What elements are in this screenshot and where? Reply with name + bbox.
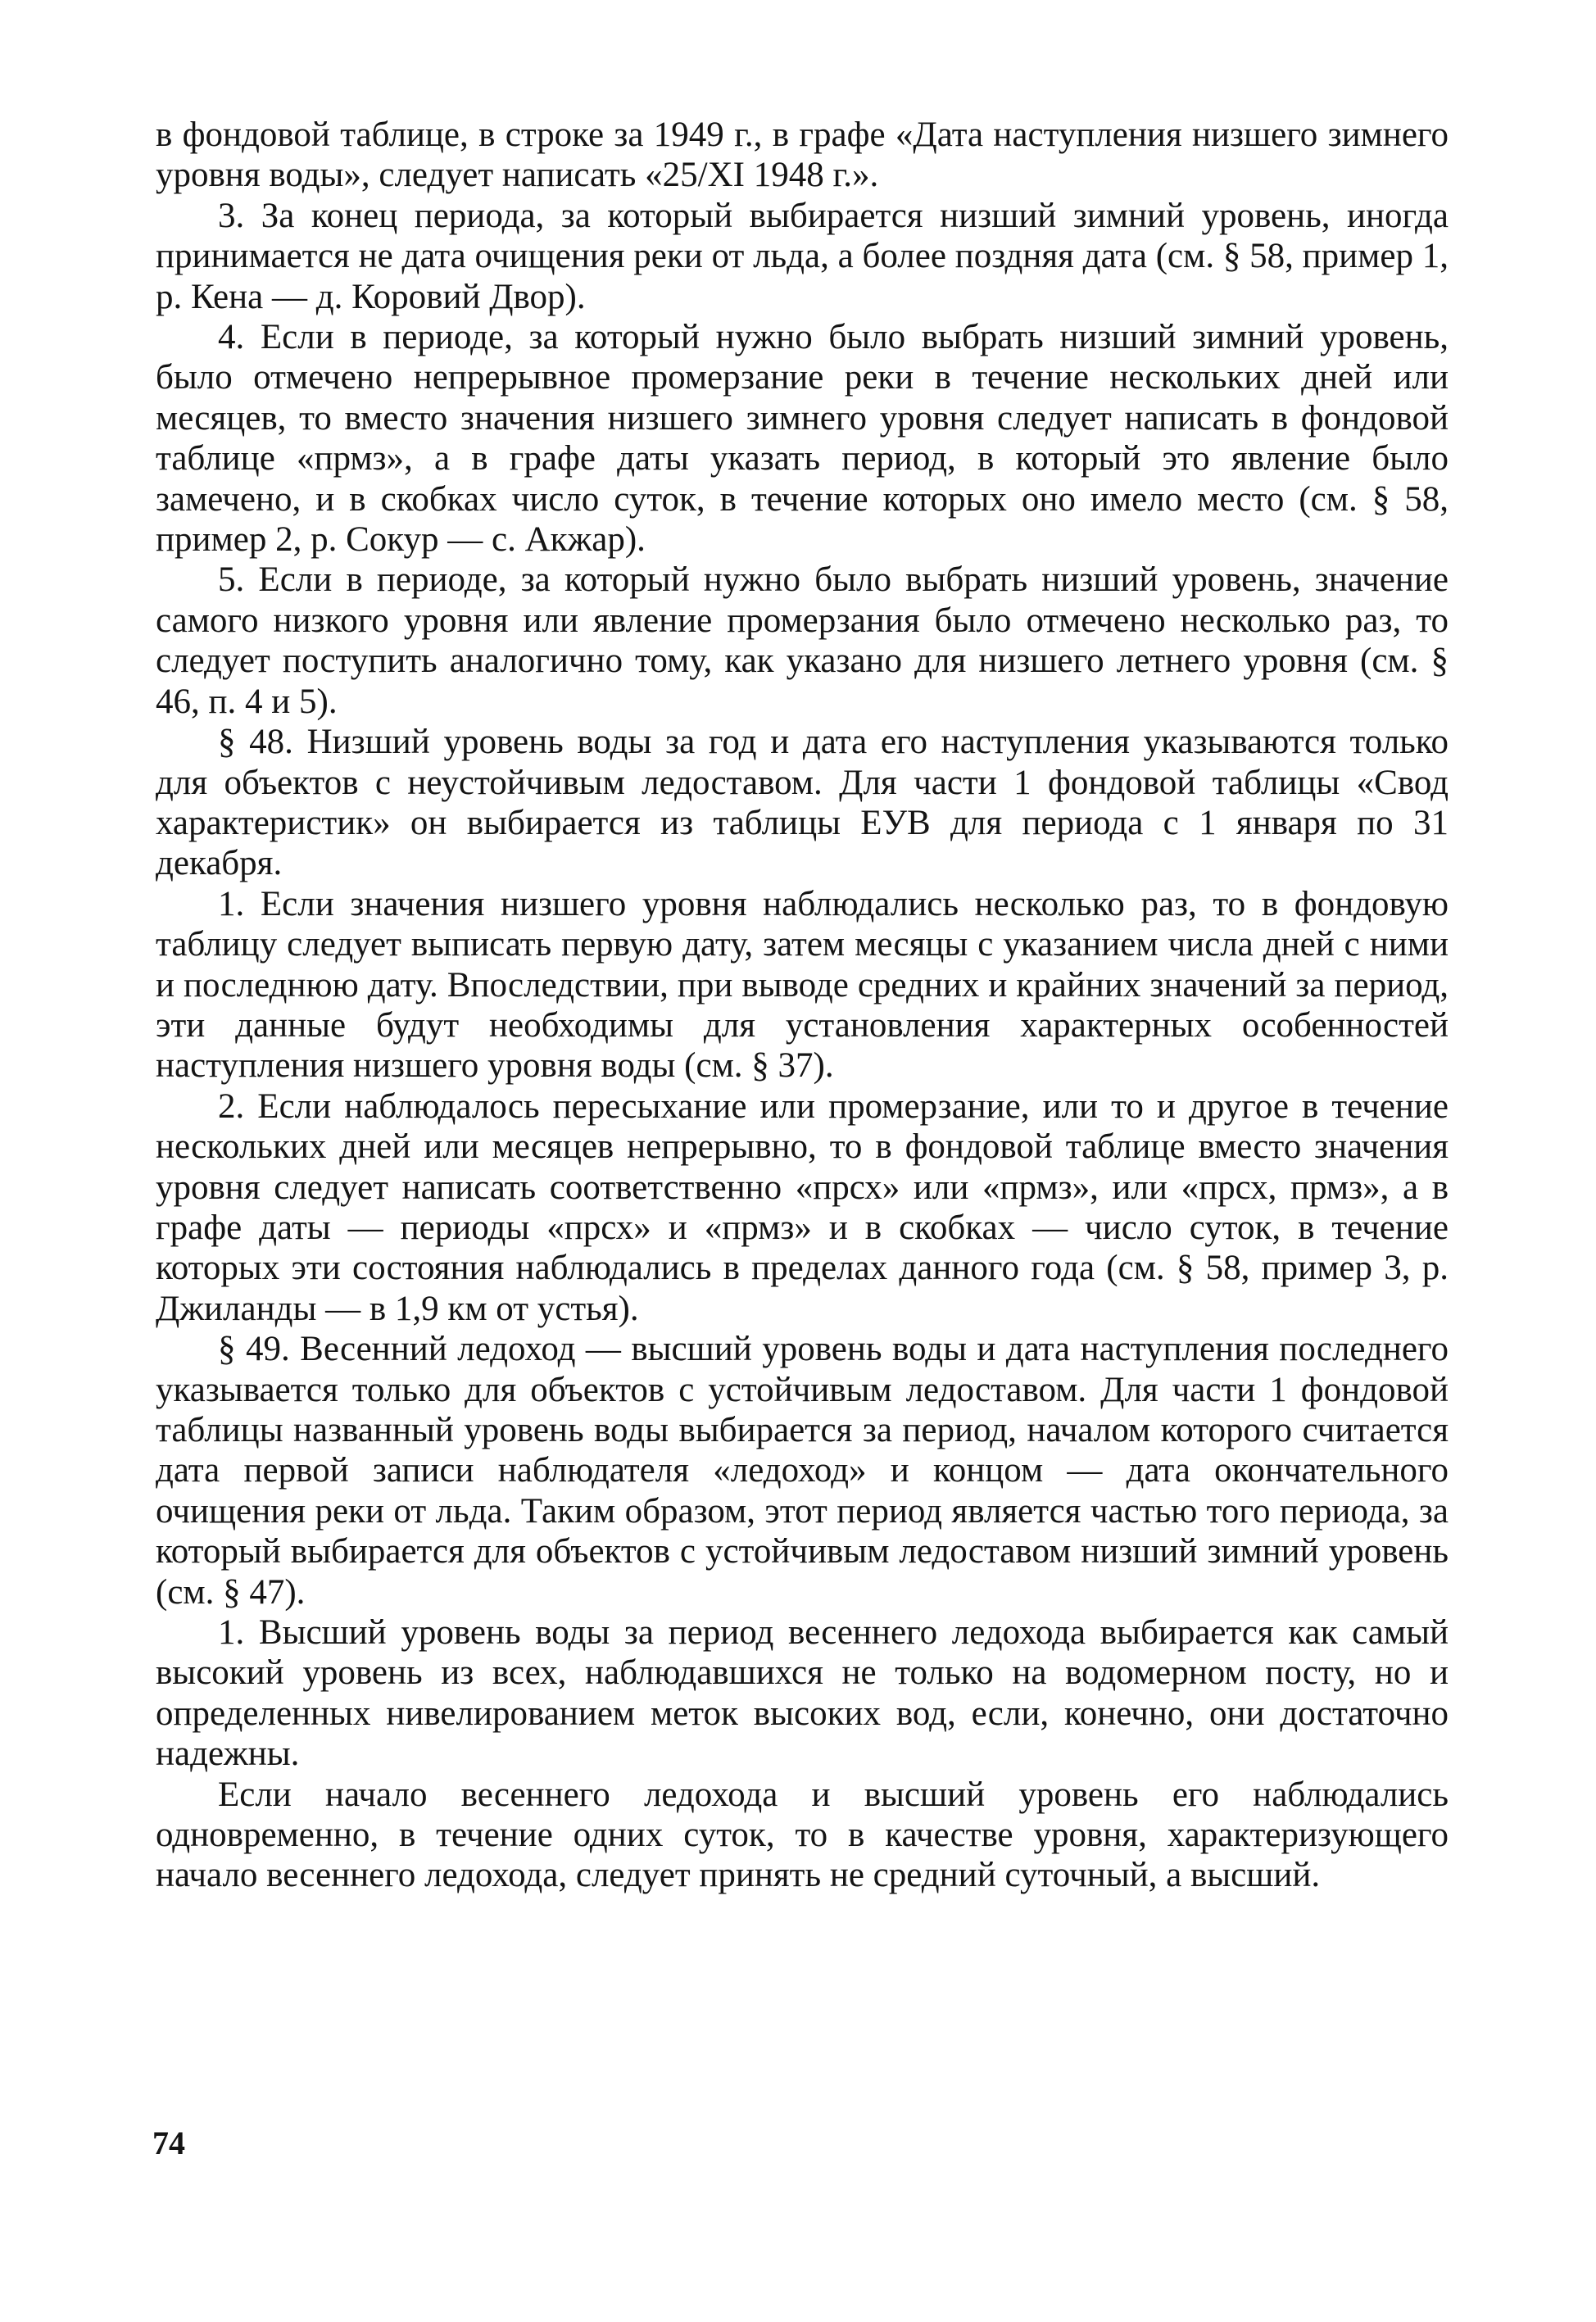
paragraph-item-4: 4. Если в периоде, за который нужно было выбрать низший зимний уровень, было отмечено непрерывное промерзание реки в течение нескольких дней или месяцев, то вместо значения низшего зимнего уровня следует написать в фондовой таблице «прмз», а в графе даты указать период, в который это явление было замечено, и в скобках число суток, в течение которых оно имело место (см. § 58, пример 2, р. Сокур — с. Акжар). <box>156 318 1449 560</box>
section-48-item-1: 1. Если значения низшего уровня наблюдались несколько раз, то в фондовую таблицу следует выписать первую дату, затем месяцы с указанием числа дней с ними и последнюю дату. Впоследствии, при выводе средних и крайних значений за период, эти данные будут необходимы для установления характерных особенностей наступления низшего уровня воды (см. § 37). <box>156 884 1449 1086</box>
section-49-closing-paragraph: Если начало весеннего ледохода и высший уровень его наблюдались одновременно, в течение одних суток, то в качестве уровня, характеризующего начало весеннего ледохода, следует принять не средний суточный, а высший. <box>156 1775 1449 1895</box>
paragraph-item-3: 3. За конец периода, за который выбирается низший зимний уровень, иногда принимается не дата очищения реки от льда, а более поздняя дата (см. § 58, пример 1, р. Кена — д. Коровий Двор). <box>156 196 1449 316</box>
section-49-item-1: 1. Высший уровень воды за период весеннего ледохода выбирается как самый высокий уровень из всех, наблюдавшихся не только на водомерном посту, но и определенных нивелированием меток высоких вод, если, конечно, они достаточно надежны. <box>156 1613 1449 1774</box>
section-48-item-2: 2. Если наблюдалось пересыхание или промерзание, или то и другое в течение нескольких дней или месяцев непрерывно, то в фондовой таблице вместо значения уровня следует написать соответственно «прсх» или «прмз», или «прсх, прмз», а в графе даты — периоды «прсх» и «прмз» и в скобках — число суток, в течение которых эти состояния наблюдались в пределах данного года (см. § 58, пример 3, р. Джиланды — в 1,9 км от устья). <box>156 1086 1449 1328</box>
page-number: 74 <box>152 2125 185 2161</box>
page-body <box>156 115 1449 1896</box>
paragraph-continuation: в фондовой таблице, в строке за 1949 г., в графе «Дата наступления низшего зимнего уровня воды», следует написать «25/XI 1948 г.». <box>156 116 1449 195</box>
paragraph-item-5: 5. Если в периоде, за который нужно было выбрать низший уровень, значение самого низкого уровня или явление промерзания было отмечено несколько раз, то следует поступить аналогично тому, как указано для низшего летнего уровня (см. § 46, п. 4 и 5). <box>156 560 1449 721</box>
section-49-paragraph: § 49. Весенний ледоход — высший уровень воды и дата наступления последнего указывается только для объектов с устойчивым ледоставом. Для части 1 фондовой таблицы названный уровень воды выбирается за период, началом которого считается дата первой записи наблюдателя «ледоход» и концом — дата окончательного очищения реки от льда. Таким образом, этот период является частью того периода, за который выбирается для объектов с устойчивым ледоставом низший зимний уровень (см. § 47). <box>156 1330 1449 1612</box>
section-48-paragraph: § 48. Низший уровень воды за год и дата его наступления указываются только для объектов с неустойчивым ледоставом. Для части 1 фондовой таблицы «Свод характеристик» он выбирается из таблицы ЕУВ для периода с 1 января по 31 декабря. <box>156 723 1449 883</box>
